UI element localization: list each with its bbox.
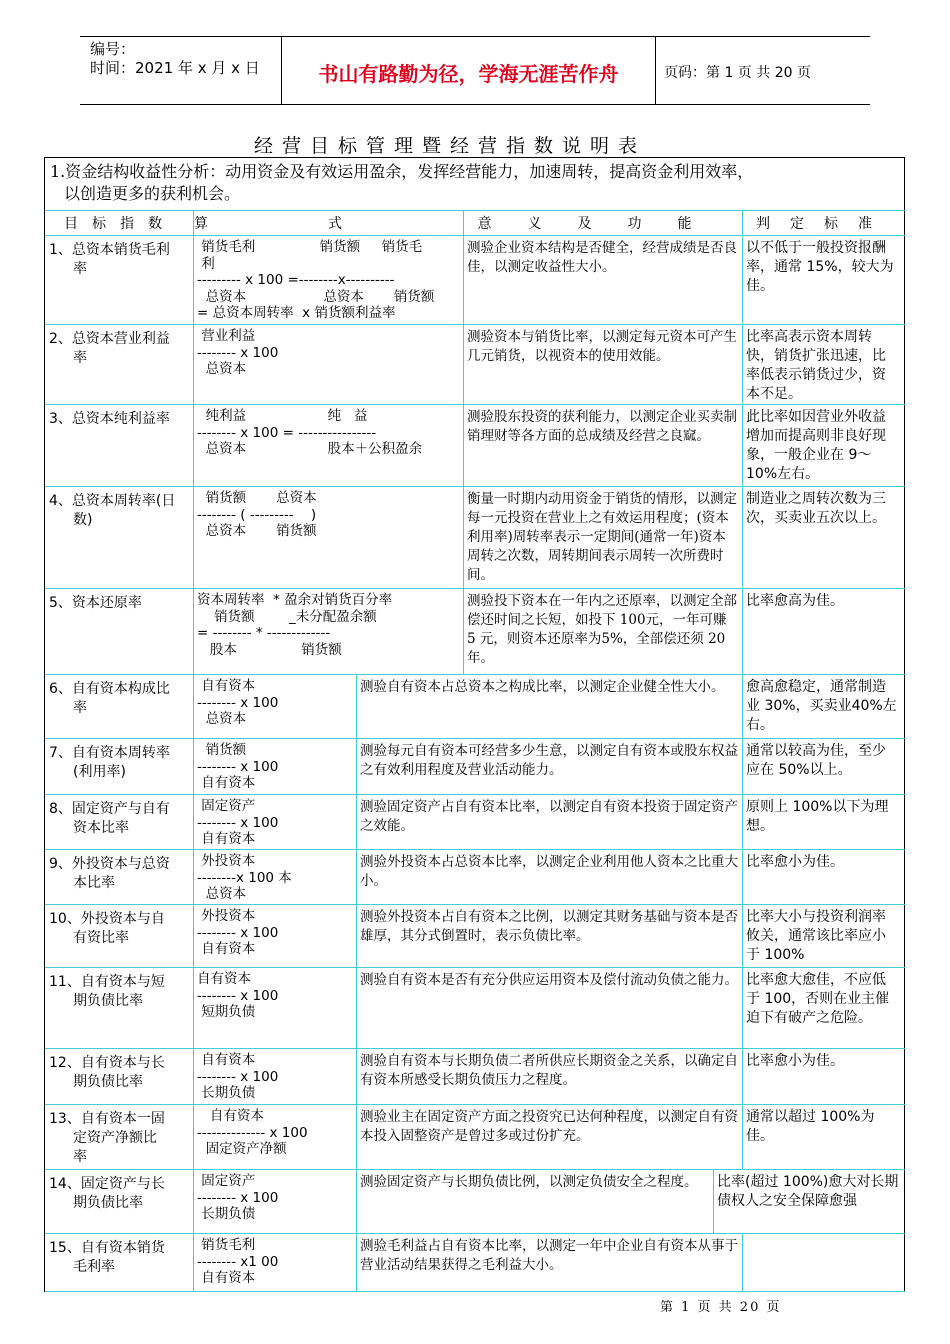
grid-rule — [356, 850, 357, 905]
indicator-name-line-2: 定资产净额比 — [73, 1130, 157, 1146]
grid-rule — [463, 211, 464, 236]
row-number: 15、 — [49, 1240, 81, 1256]
row-number: 4、 — [49, 493, 72, 509]
grid-rule — [742, 675, 743, 739]
grid-rule — [45, 1169, 905, 1170]
indicator-name-line-2: 期负债比率 — [73, 1074, 143, 1090]
header-top-rule — [80, 36, 870, 37]
grid-rule — [742, 739, 743, 795]
meaning-text: 测验自有资本占总资本之构成比率，以测定企业健全性大小。 — [360, 679, 725, 695]
indicator-name-line-2: 有资比率 — [73, 930, 129, 946]
indicator-name-line-3: 率 — [73, 1149, 87, 1165]
grid-rule — [463, 589, 464, 675]
grid-rule — [463, 325, 464, 405]
indicator-name-line-1: 总资本周转率(日 — [71, 493, 176, 509]
indicator-name — [49, 973, 191, 1011]
indicator-name-line-1: 总资本销货毛利 — [71, 242, 170, 258]
formula: 销货额 总资本 -------- ( --------- ) 总资本 销货额 — [197, 490, 317, 539]
grid-rule — [45, 235, 905, 236]
formula: 自有资本 -------------- x 100 固定资产净额 — [197, 1108, 308, 1157]
grid-rule — [193, 236, 194, 325]
criteria-text: 以不低于一般投资报酬率，通常 15%，较大为佳。 — [746, 240, 894, 294]
indicator-name — [49, 910, 191, 948]
indicator-name — [49, 800, 191, 838]
formula: 自有资本 -------- x 100 长期负债 — [197, 1052, 279, 1101]
indicator-name-line-1: 自有资本周转率 — [71, 745, 170, 761]
formula: 纯利益 纯 益 -------- x 100 = ---------------- 总资本 股本＋公积盈余 — [197, 408, 423, 457]
criteria-text: 比率愈小为佳。 — [746, 854, 844, 870]
indicator-name-line-1: 资本还原率 — [71, 595, 142, 611]
indicator-name — [49, 1175, 191, 1213]
page-footer: 第 1 页 共 20 页 — [660, 1300, 782, 1315]
indicator-name — [49, 1054, 191, 1092]
meaning-text: 测验资本与销货比率，以测定每元资本可产生几元销货，以视资本的使用效能。 — [467, 329, 737, 364]
criteria-text: 通常以较高为佳，至少应在 50%以上。 — [746, 743, 886, 778]
indicator-name — [49, 744, 191, 782]
indicator-name — [49, 410, 191, 429]
grid-rule — [713, 1170, 714, 1234]
grid-rule — [742, 850, 743, 905]
column-header-meaning: 意义及功能 — [477, 216, 728, 232]
grid-rule — [356, 905, 357, 968]
row-number: 5、 — [49, 595, 72, 611]
criteria-text: 比率愈大愈佳，不应低于 100，否则在业主催迫下有破产之危险。 — [746, 972, 890, 1026]
grid-rule — [356, 1170, 357, 1234]
number-label: 编号： — [90, 40, 136, 58]
grid-rule — [193, 1170, 194, 1234]
indicator-name-line-2: 率 — [73, 700, 87, 716]
grid-rule — [193, 405, 194, 487]
meaning-text: 测验外投资本占总资本比率，以测定企业利用他人资本之比重大小。 — [360, 854, 738, 889]
indicator-name — [49, 855, 191, 893]
formula: 营业利益 -------- x 100 总资本 — [197, 328, 279, 377]
grid-rule — [742, 795, 743, 850]
row-number: 8、 — [49, 801, 72, 817]
row-number: 10、 — [49, 911, 81, 927]
column-header-criteria: 判定标准 — [756, 216, 892, 232]
meaning-text: 衡量一时期内动用资金于销货的情形，以测定每一元投资在营业上之有效运用程度；(资本利用率)周转率表示一定期间(通常一年)资本周转之次数，周转期间表示周转一次所费时间。 — [467, 491, 737, 583]
grid-rule — [193, 1049, 194, 1105]
grid-rule — [742, 487, 743, 589]
row-number: 2、 — [49, 331, 72, 347]
row-number: 9、 — [49, 856, 72, 872]
indicator-name-line-1: 自有资本销货 — [80, 1240, 165, 1256]
header-bottom-rule — [80, 104, 870, 105]
indicator-name-line-1: 自有资本与长 — [80, 1055, 165, 1071]
grid-rule — [742, 1234, 743, 1292]
grid-rule — [742, 211, 743, 236]
formula: 自有资本 -------- x 100 短期负债 — [197, 971, 279, 1020]
grid-rule — [193, 905, 194, 968]
grid-rule — [742, 968, 743, 1049]
grid-rule — [463, 236, 464, 325]
grid-rule — [45, 210, 905, 211]
grid-rule — [45, 849, 905, 850]
formula: 销货额 -------- x 100 自有资本 — [197, 742, 279, 791]
grid-rule — [742, 905, 743, 968]
grid-rule — [193, 675, 194, 739]
indicator-name-line-1: 自有资本与短 — [80, 974, 165, 990]
grid-rule — [742, 325, 743, 405]
formula: 销货毛利 -------- x1 00 自有资本 — [197, 1237, 279, 1286]
grid-rule — [193, 211, 194, 236]
grid-rule — [193, 1105, 194, 1170]
grid-rule — [193, 589, 194, 675]
row-number: 11、 — [49, 974, 81, 990]
indicator-name — [49, 492, 191, 530]
grid-rule — [356, 739, 357, 795]
criteria-text: 原则上 100%以下为理想。 — [746, 799, 889, 834]
indicator-name-line-2: 期负债比率 — [73, 1195, 143, 1211]
grid-rule — [356, 968, 357, 1049]
grid-rule — [742, 236, 743, 325]
indicator-name-line-1: 外投资本与总资 — [71, 856, 170, 872]
indicator-name — [49, 594, 191, 613]
indicator-name-line-2: 期负债比率 — [73, 993, 143, 1009]
grid-rule — [193, 487, 194, 589]
grid-rule — [193, 739, 194, 795]
indicator-name — [49, 680, 191, 718]
grid-rule — [45, 1104, 905, 1105]
row-number: 3、 — [49, 411, 72, 427]
indicator-name — [49, 330, 191, 368]
grid-rule — [742, 405, 743, 487]
motto: 书山有路勤为径，学海无涯苦作舟 — [318, 62, 619, 86]
grid-rule — [463, 487, 464, 589]
formula: 资本周转率 * 盈余对销货百分率 销货额 _未分配盈余额 = -------- * ------------- 股本 销货额 — [197, 592, 393, 658]
indicator-name-line-1: 自有资本构成比 — [71, 681, 170, 697]
intro-line-2: 以创造更多的获利机会。 — [64, 184, 241, 203]
meaning-text: 测验业主在固定资产方面之投资究已达何种程度，以测定自有资本投入固整资产是曾过多或过份扩充。 — [360, 1109, 738, 1144]
meaning-text: 测验自有资本是否有充分供应运用资本及偿付流动负债之能力。 — [360, 972, 738, 988]
grid-rule — [193, 850, 194, 905]
grid-rule — [742, 589, 743, 675]
criteria-text: 比率大小与投资利润率攸关，通常该比率应小于 100% — [746, 909, 886, 963]
document-title: 经营目标管理暨经营指数说明表 — [253, 135, 646, 157]
criteria-text: 通常以超过 100%为佳。 — [746, 1109, 875, 1144]
grid-rule — [463, 405, 464, 487]
indicator-name-line-1: 总资本纯利益率 — [71, 411, 170, 427]
meaning-text: 测验固定资产与长期负债比例，以测定负债安全之程度。 — [360, 1174, 698, 1190]
grid-rule — [193, 1234, 194, 1292]
indicator-name-line-2: 毛利率 — [73, 1259, 115, 1275]
column-header-indicator: 目标指数 — [64, 216, 176, 232]
indicator-name-line-2: 率 — [73, 261, 87, 277]
grid-rule — [356, 1234, 357, 1292]
indicator-name-line-2: 资本比率 — [73, 820, 129, 836]
indicator-name-line-2: 本比率 — [73, 875, 115, 891]
criteria-text: 此比率如因营业外收益增加而提高则非良好现象，一般企业在 9～10%左右。 — [746, 409, 886, 482]
indicator-name-line-1: 自有资本一固 — [80, 1111, 165, 1127]
grid-rule — [45, 324, 905, 325]
grid-rule — [45, 967, 905, 968]
row-number: 1、 — [49, 242, 72, 258]
indicator-name-line-1: 总资本营业利益 — [71, 331, 170, 347]
formula: 外投资本 -------- x 100 自有资本 — [197, 908, 279, 957]
criteria-text: 比率愈小为佳。 — [746, 1053, 844, 1069]
criteria-text: 比率高表示资本周转快，销货扩张迅速，比率低表示销货过少，资本不足。 — [746, 329, 886, 402]
meaning-text: 测验每元自有资本可经营多少生意，以测定自有资本或股东权益之有效利用程度及营业活动能力。 — [360, 743, 738, 778]
column-header-formula: 算式 — [194, 216, 462, 232]
criteria-text: 制造业之周转次数为三次，买卖业五次以上。 — [746, 491, 886, 526]
header-divider-right — [655, 36, 656, 104]
date-label: 时间：2021 年 x 月 x 日 — [90, 59, 260, 77]
criteria-text: 比率愈高为佳。 — [746, 593, 844, 609]
indicator-name-line-2: 率 — [73, 350, 87, 366]
grid-rule — [45, 1291, 905, 1292]
criteria-text: 比率(超过 100%)愈大对长期债权人之安全保障愈强 — [717, 1174, 899, 1209]
grid-rule — [45, 904, 905, 905]
grid-rule — [356, 1049, 357, 1105]
intro-text — [50, 161, 900, 205]
grid-rule — [45, 738, 905, 739]
indicator-name-line-1: 固定资产与自有 — [71, 801, 170, 817]
indicator-name-line-1: 固定资产与长 — [80, 1176, 165, 1192]
grid-rule — [45, 1233, 905, 1234]
formula: 销货毛利 销货额 销货毛 利 --------- x 100 =--------x---------- 总资本 总资本 销货额 = 总资本周转率 x 销货额利益率 — [197, 239, 435, 321]
grid-rule — [356, 795, 357, 850]
grid-rule — [356, 675, 357, 739]
grid-rule — [193, 325, 194, 405]
intro-line-1: 1.资金结构收益性分析：动用资金及有效运用盈余，发挥经营能力，加速周转，提高资金利用效率， — [50, 162, 754, 181]
indicator-name-line-1: 外投资本与自 — [80, 911, 165, 927]
grid-rule — [193, 968, 194, 1049]
meaning-text: 测验固定资产占自有资本比率，以测定自有资本投资于固定资产之效能。 — [360, 799, 738, 834]
indicator-name — [49, 1110, 191, 1167]
grid-rule — [193, 795, 194, 850]
row-number: 13、 — [49, 1111, 81, 1127]
row-number: 7、 — [49, 745, 72, 761]
formula: 外投资本 --------x 100 本 总资本 — [197, 853, 292, 902]
grid-rule — [45, 1048, 905, 1049]
meaning-text: 测验毛利益占自有资本比率，以测定一年中企业自有资本从事于营业活动结果获得之毛利益大小。 — [360, 1238, 738, 1273]
indicator-name-line-2: 数) — [73, 512, 93, 528]
indicator-name — [49, 241, 191, 279]
meaning-text: 测验外投资本占自有资本之比例，以测定其财务基础与资本是否雄厚，其分式倒置时，表示负债比率。 — [360, 909, 738, 944]
grid-rule — [45, 486, 905, 487]
grid-rule — [356, 1105, 357, 1170]
row-number: 14、 — [49, 1176, 81, 1192]
grid-rule — [45, 794, 905, 795]
grid-rule — [742, 1049, 743, 1105]
formula: 固定资产 -------- x 100 长期负债 — [197, 1173, 279, 1222]
meaning-text: 测验投下资本在一年内之还原率，以测定全部偿还时间之长短，如投下 100元，一年可赚 5 元，则资本还原率为5%，全部偿还须 20 年。 — [467, 593, 737, 666]
row-number: 12、 — [49, 1055, 81, 1071]
page-info: 页码：第 1 页 共 20 页 — [664, 65, 811, 81]
meaning-text: 测验自有资本与长期负债二者所供应长期资金之关系，以确定自有资本所感受长期负债压力之程度。 — [360, 1053, 738, 1088]
grid-rule — [45, 404, 905, 405]
grid-rule — [742, 1105, 743, 1170]
grid-rule — [45, 674, 905, 675]
grid-rule — [45, 588, 905, 589]
formula: 自有资本 -------- x 100 总资本 — [197, 678, 279, 727]
criteria-text: 愈高愈稳定，通常制造业 30%，买卖业40%左右。 — [746, 679, 897, 733]
indicator-name — [49, 1239, 191, 1277]
meaning-text: 测验股东投资的获利能力，以测定企业买卖制销理财等各方面的总成绩及经营之良窳。 — [467, 409, 737, 444]
header-meta — [90, 40, 260, 78]
row-number: 6、 — [49, 681, 72, 697]
meaning-text: 测验企业资本结构是否健全，经营成绩是否良佳，以测定收益性大小。 — [467, 240, 737, 275]
indicator-name-line-2: (利用率) — [73, 764, 126, 780]
formula: 固定资产 -------- x 100 自有资本 — [197, 798, 279, 847]
